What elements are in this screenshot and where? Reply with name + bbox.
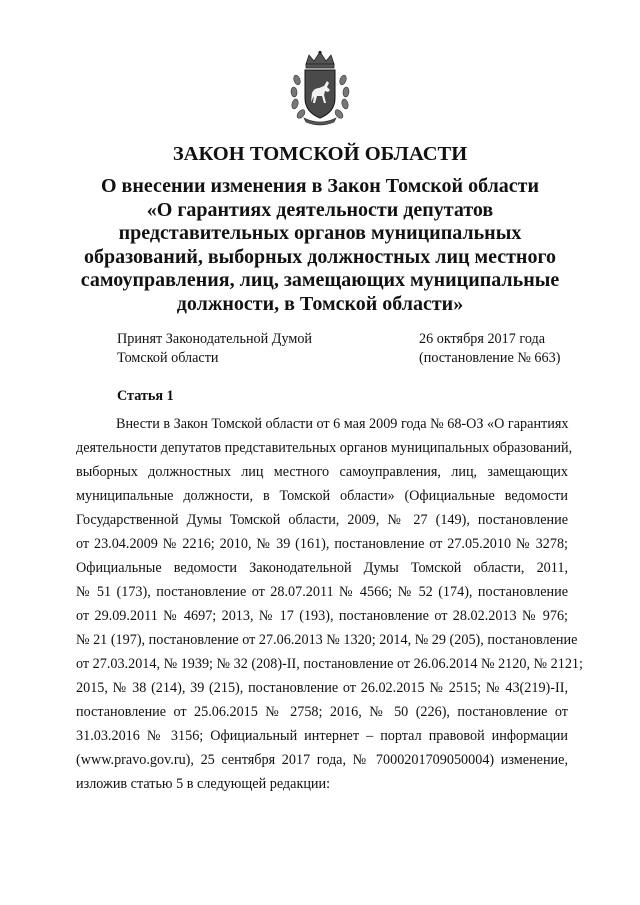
article-line: муниципальные должности, в Томской области» (Официальные ведомости — [76, 488, 568, 504]
subtitle-line: образований, выборных должностных лиц местного — [83, 245, 557, 268]
coat-of-arms-icon — [288, 50, 352, 126]
article-line: выборных должностных лиц местного самоуправления, лиц, замещающих — [76, 464, 568, 480]
article-line: № 21 (197), постановление от 27.06.2013 № 1320; 2014, № 29 (205), постановление — [76, 632, 578, 648]
adopted-by — [117, 330, 312, 368]
adoption-date-line: 26 октября 2017 года — [419, 331, 546, 347]
article-line: 2015, № 38 (214), 39 (215), постановление от 26.02.2015 № 2515; № 43(219)-II, — [76, 680, 568, 696]
article-line: изложив статью 5 в следующей редакции: — [76, 776, 331, 792]
article-line: Внести в Закон Томской области от 6 мая 2009 года № 68-ОЗ «О гарантиях — [116, 416, 569, 432]
article-line: (www.pravo.gov.ru), 25 сентября 2017 года, № 7000201709050004) изменение, — [76, 752, 568, 768]
article-line: Государственной Думы Томской области, 2009, № 27 (149), постановление — [76, 512, 568, 528]
article-line: от 29.09.2011 № 4697; 2013, № 17 (193), постановление от 28.02.2013 № 976; — [76, 608, 568, 624]
adopted-by-line: Томской области — [117, 350, 219, 366]
article-line: № 51 (173), постановление от 28.07.2011 № 4566; № 52 (174), постановление — [76, 584, 568, 600]
article-line: деятельности депутатов представительных органов муниципальных образований, — [76, 440, 573, 456]
adoption-resolution-line: (постановление № 663) — [419, 350, 561, 366]
law-title: ЗАКОН ТОМСКОЙ ОБЛАСТИ — [172, 143, 468, 165]
article-line: от 23.04.2009 № 2216; 2010, № 39 (161), постановление от 27.05.2010 № 3278; — [76, 536, 568, 552]
adopted-by-line: Принят Законодательной Думой — [117, 331, 313, 347]
adoption-date — [419, 330, 560, 368]
subtitle-line: должности, в Томской области» — [176, 292, 464, 315]
article-line: 31.03.2016 № 3156; Официальный интернет – портал правовой информации — [76, 728, 568, 744]
law-subtitle — [70, 175, 570, 316]
article-body — [76, 412, 583, 796]
subtitle-line: представительных органов муниципальных — [118, 222, 522, 244]
article-heading: Статья 1 — [117, 388, 174, 404]
subtitle-line: самоуправления, лиц, замещающих муниципальные — [80, 269, 560, 291]
article-line: Официальные ведомости Законодательной Думы Томской области, 2011, — [76, 560, 568, 576]
subtitle-line: «О гарантиях деятельности депутатов — [146, 198, 494, 221]
article-line: от 27.03.2014, № 1939; № 32 (208)-II, постановление от 26.06.2014 № 2120, № 2121; — [76, 656, 583, 672]
article-line: постановление от 25.06.2015 № 2758; 2016, № 50 (226), постановление от — [76, 704, 568, 720]
subtitle-line: О внесении изменения в Закон Томской области — [100, 175, 540, 197]
